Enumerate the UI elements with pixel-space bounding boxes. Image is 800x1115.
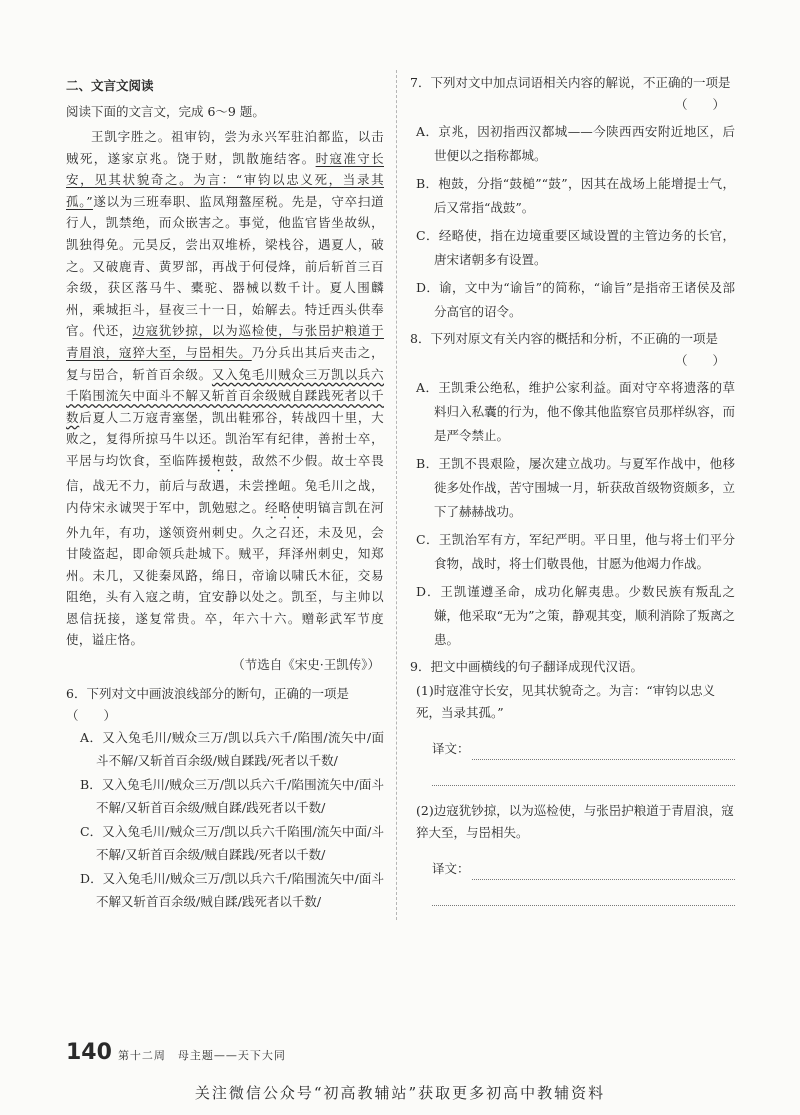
dotted-term-fugu: 枹鼓 [211, 452, 239, 468]
question-9-sentence-2: (2)边寇犹钞掠，以为巡检使，与张岊护粮道于青眉浪，寇猝大至，与岊相失。 [416, 803, 734, 840]
answer-line-2[interactable] [472, 865, 735, 880]
answer-line-1[interactable] [472, 745, 735, 760]
question-8 [410, 328, 735, 652]
question-6-option-a[interactable]: A．又入兔毛川/贼众三万/凯以兵六千/陷围/流矢中/面斗不解/又斩首百余级/贼自蹂践/死者以千数/ [80, 730, 384, 768]
question-9 [410, 656, 735, 906]
passage-part: 王凯字胜之。祖审钧，尝为永兴军驻泊都监，以击贼死，遂家京兆。饶于财，凯散施结客。 [66, 129, 384, 166]
section-title: 二、文言文阅读 [66, 78, 154, 93]
question-6-option-c[interactable]: C．又入兔毛川/贼众三万/凯以兵六千陷围/流矢中面/斗不解/又斩首百余级/贼自蹂践/死者以千数/ [80, 824, 384, 862]
dotted-term-jingluoshi: 经略使 [264, 499, 305, 515]
passage-part: 后夏人二万寇青塞堡，凯出鞋邪谷，转战四十里，大败之，复得所掠马牛以还。凯治军有纪律，善拊士卒，平居与均饮食，至临阵援 [66, 409, 384, 468]
translation-sentence-1: 时寇准守长安，见其状貌奇之。为言：“审钧以忠义死，当录其孤。” [66, 150, 384, 209]
question-8-answer-paren[interactable]: （ ） [674, 353, 725, 368]
answer-line-2b[interactable] [432, 904, 735, 906]
question-7-answer-paren[interactable]: （ ） [674, 97, 725, 112]
question-7-stem: 7．下列对文中加点词语相关内容的解说，不正确的一项是 [410, 75, 731, 90]
passage-part: 遂以为三班奉职、监凤翔盩厔税。先是，守卒扫道行人，凯禁绝，而众嵌害之。事觉，他监官皆坐故纵，凯独得免。元昊反，尝出双堆桥，梁栈谷，遇夏人，破之。又破鹿青、黄罗部，再战于何侵烽，前后斩首三百余级，获区落马牛、橐驼、器械以数千计。夏人围麟州，乘城拒斗，昼夜三十一日，始解去。特迁西头供奉官。代还， [66, 193, 384, 339]
question-9-sentence-1: (1)时寇准守长安，见其状貌奇之。为言：“审钧以忠义死，当录其孤。” [416, 683, 716, 720]
translation-sentence-2: 边寇犹钞掠，以为巡检使，与张岊护粮道于青眉浪，寇猝大至，与岊相失。 [66, 323, 384, 360]
question-6-option-b[interactable]: B．又入兔毛川/贼众三万/凯以兵六千/陷围流矢中/面斗不解/又斩首百余级/贼自蹂/践死者以千数/ [80, 777, 384, 815]
question-7-option-c[interactable]: C．经略使，指在边境重要区域设置的主管边务的长官，唐宋诸朝多有设置。 [416, 228, 735, 267]
question-8-stem: 8．下列对原文有关内容的概括和分析，不正确的一项是 [410, 331, 718, 346]
classical-passage [66, 126, 384, 651]
answer-row-1[interactable] [432, 740, 735, 760]
answer-row-2[interactable] [432, 860, 735, 880]
passage-part: 乃分兵出其后夹击之，复与岊合，斩首百余级。 [66, 344, 384, 382]
promo-watermark: 关注微信公众号“初高教辅站”获取更多初高中教辅资料 [194, 1084, 606, 1102]
question-8-option-d[interactable]: D．王凯谨遵圣命，成功化解夷患。少数民族有叛乱之嫌，他采取“无为”之策，静观其变，顺利消除了叛离之患。 [416, 584, 735, 647]
question-6 [66, 683, 384, 913]
passage-part: ，敌然不少假。故士卒畏信，战无不力，前后与敌遇，未尝挫衄。兔毛川之战，内侍宋永诚哭于军中，凯勉慰之。 [66, 452, 384, 515]
question-7-option-a[interactable]: A．京兆，因初指西汉都城——今陕西西安附近地区，后世便以之指称都城。 [416, 124, 735, 163]
question-7-option-b[interactable]: B．枹鼓，分指“鼓槌”“鼓”，因其在战场上能增提士气，后又常指“战鼓”。 [416, 176, 735, 215]
page-footer [66, 1040, 286, 1065]
question-8-option-a[interactable]: A．王凯秉公绝私，维护公家利益。面对守卒将遗落的草料归入私囊的行为，他不像其他监察官员那样纵容，而是严令禁止。 [416, 380, 735, 443]
column-divider [396, 70, 397, 920]
question-7 [410, 72, 735, 324]
right-column [410, 72, 735, 906]
answer-line-1b[interactable] [432, 784, 735, 786]
wavy-underlined-sentence: 又入兔毛川贼众三万凯以兵六千陷围流矢中面斗不解又斩首百余级贼自蹂践死者以千数 [66, 366, 385, 425]
question-8-option-c[interactable]: C．王凯治军有方，军纪严明。平日里，他与将士们平分食物，战时，将士们敬畏他，甘愿为他竭力作战。 [416, 532, 735, 571]
question-6-stem: 6．下列对文中画波浪线部分的断句，正确的一项是（ ） [66, 686, 349, 724]
question-8-option-b[interactable]: B．王凯不畏艰险，屡次建立战功。与夏军作战中，他移徙多处作战，苦守围城一月，斩获敌首级物资颇多，立下了赫赫战功。 [416, 456, 735, 519]
question-7-option-d[interactable]: D．谕，文中为“谕旨”的简称，“谕旨”是指帝王诸侯及部分高官的诏令。 [416, 280, 735, 319]
reading-instructions: 阅读下面的文言文，完成 6～9 题。 [66, 104, 265, 119]
answer-label-2: 译文： [432, 861, 470, 876]
answer-label-1: 译文： [432, 741, 470, 756]
passage-part: 明镐言凯在河外九年，有功，遂领资州刺史。久之召还，未及见，会甘陵盗起，即命领兵赴城下。贼平，拜泽州刺史，知郑州。未几，又徙秦凤路，绵日，帝谕以啸氏木征，交易阻绝，头有入寇之萌，宜安静以处之。凯至，与主帅以恩信抚接，遂复常贵。卒，年六十六。赠彰武军节度使，谥庄恪。 [66, 499, 384, 648]
page-number: 140 [66, 1040, 112, 1065]
question-6-option-d[interactable]: D．又入兔毛川/贼众三万/凯以兵六千/陷围流矢中/面斗不解又斩首百余级/贼自蹂/践死者以千数/ [80, 871, 384, 909]
question-9-stem: 9．把文中画横线的句子翻译成现代汉语。 [410, 659, 643, 674]
left-column [66, 72, 384, 915]
footer-text: 第十二周 母主题——天下大同 [117, 1049, 286, 1062]
passage-source: （节选自《宋史·王凯传》） [232, 657, 380, 673]
